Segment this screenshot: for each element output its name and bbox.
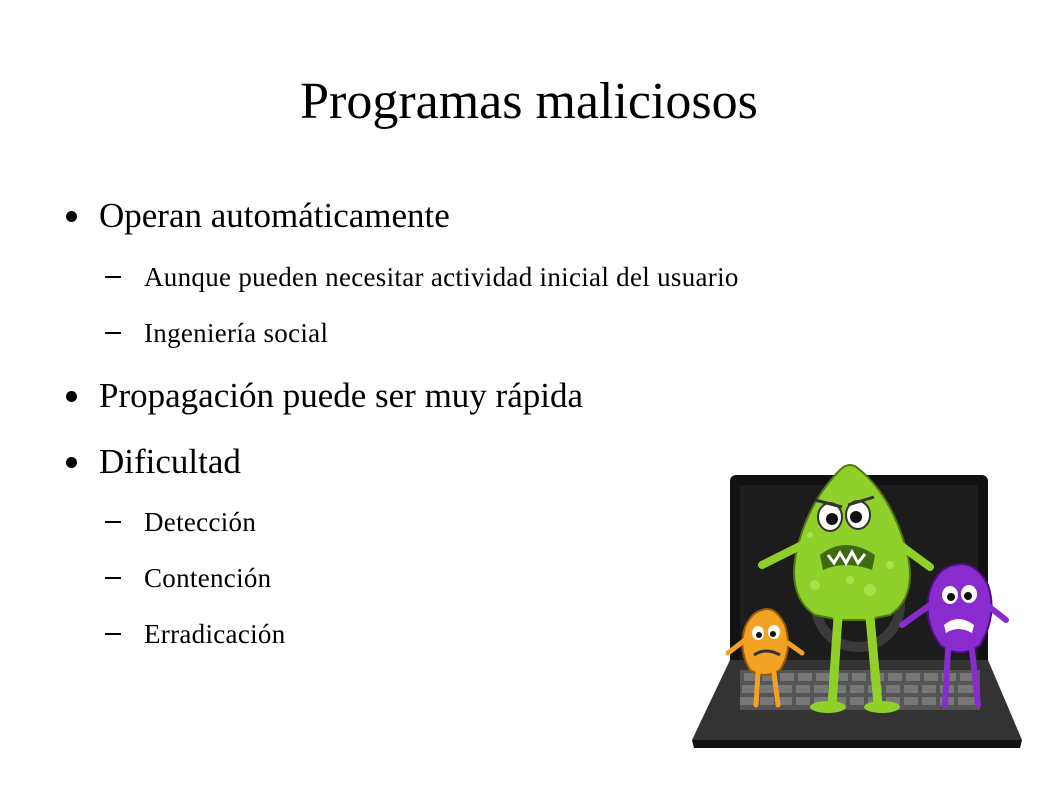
- bullet-dot-icon: [66, 211, 77, 222]
- sub-bullet-text: Detección: [144, 507, 257, 537]
- bullet-dot-icon: [66, 391, 77, 402]
- dash-bullet-icon: [105, 332, 121, 334]
- dash-bullet-icon: [105, 577, 121, 579]
- sub-bullet-text: Contención: [144, 563, 272, 593]
- bullet-dot-icon: [66, 457, 77, 468]
- bullet-text: Operan automáticamente: [99, 196, 450, 235]
- slide-title: Programas maliciosos: [300, 73, 758, 130]
- sub-bullet-text: Aunque pueden necesitar actividad inicial del usuario: [144, 262, 739, 292]
- dash-bullet-icon: [105, 521, 121, 523]
- sub-bullet-text: Erradicación: [144, 619, 286, 649]
- laptop-virus-illustration: [690, 455, 1030, 755]
- bullet-text: Dificultad: [99, 442, 241, 481]
- sub-bullet-text: Ingeniería social: [144, 318, 329, 348]
- dash-bullet-icon: [105, 276, 121, 278]
- dash-bullet-icon: [105, 633, 121, 635]
- bullet-text: Propagación puede ser muy rápida: [99, 376, 584, 415]
